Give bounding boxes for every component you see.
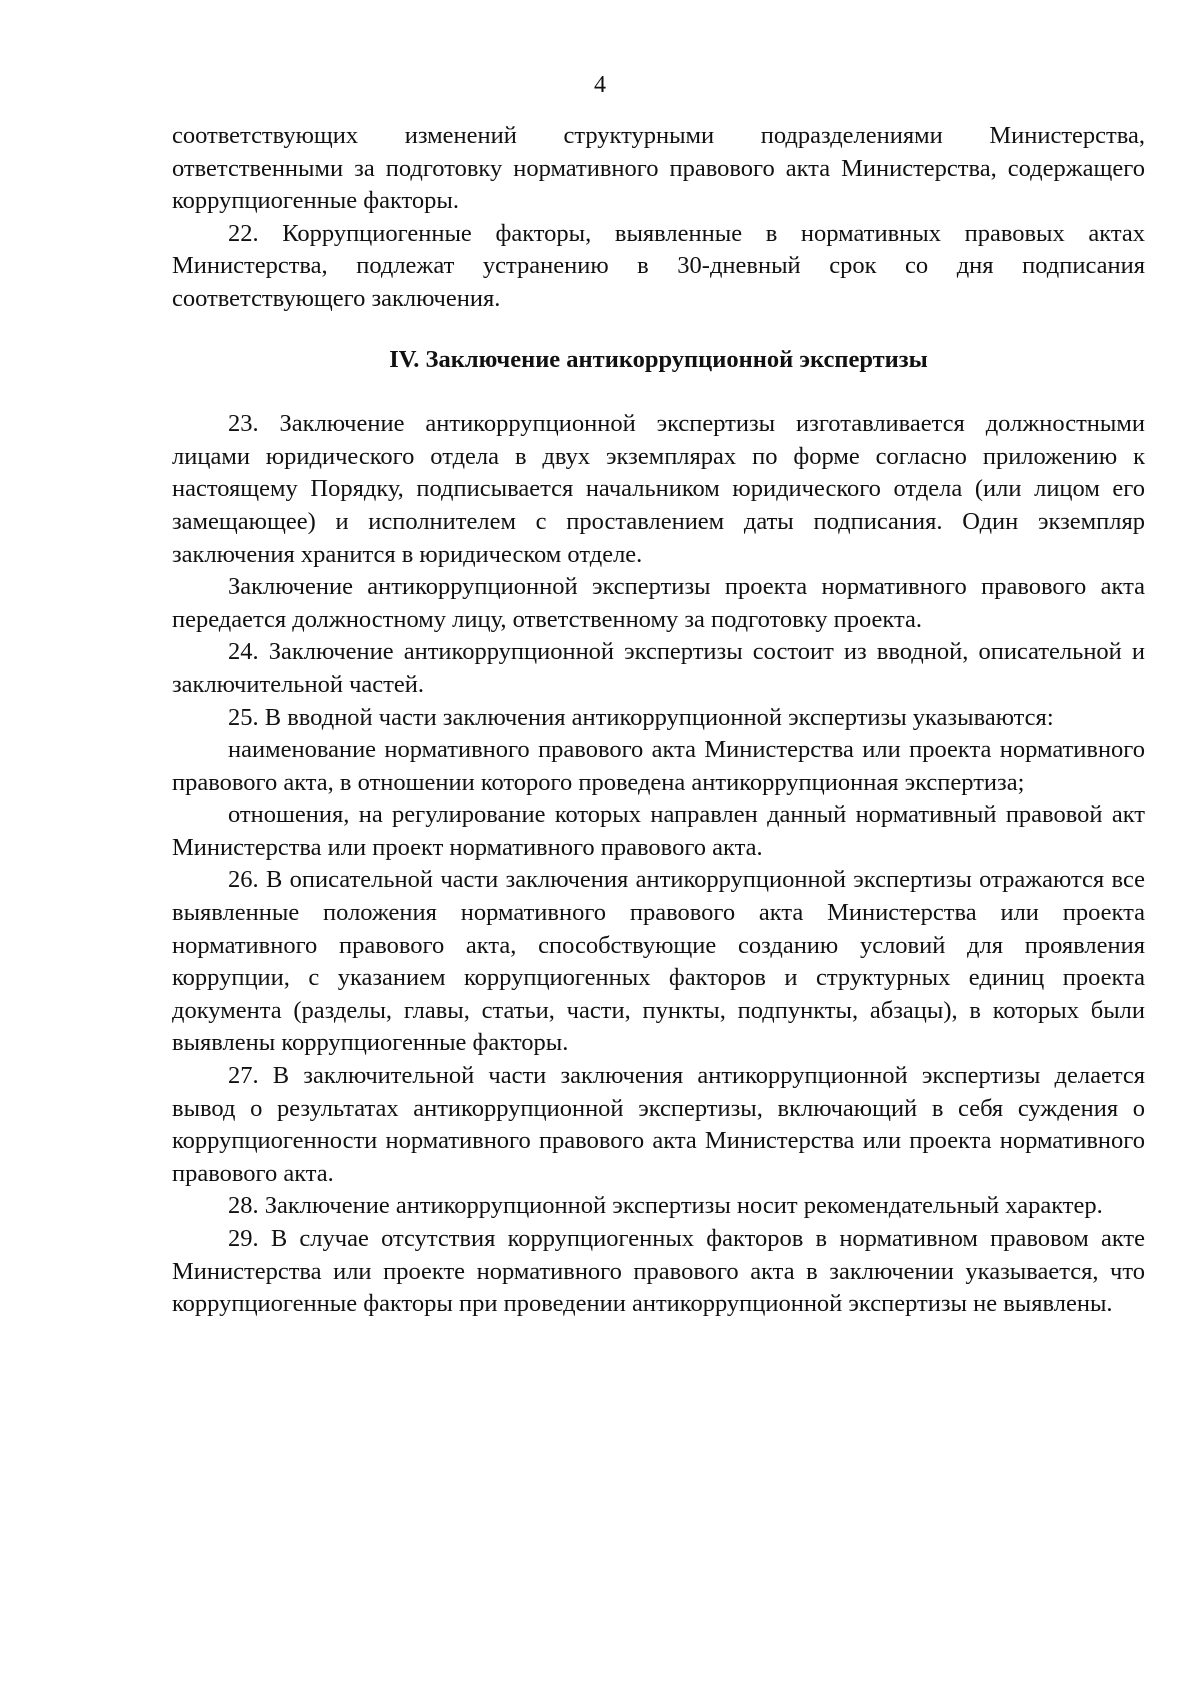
paragraph-26: 26. В описательной части заключения антикоррупционной экспертизы отражаются все выявленные положения нормативного правового акта Министерства или проекта нормативного правового акта, способствующие созданию условий для проявления коррупции, с указанием коррупциогенных факторов и структурных единиц проекта документа (разделы, главы, статьи, части, пункты, подпункты, абзацы), в которых были выявлены коррупциогенные факторы. bbox=[172, 866, 1145, 1057]
paragraph-25: 25. В вводной части заключения антикоррупционной экспертизы указываются: bbox=[228, 703, 1054, 731]
paragraph-25-item-relations: отношения, на регулирование которых направлен данный нормативный правовой акт Министерства или проект нормативного правового акта. bbox=[172, 801, 1145, 861]
paragraph-27: 27. В заключительной части заключения антикоррупционной экспертизы делается вывод о результатах антикоррупционной экспертизы, включающий в себя суждения о коррупциогенности нормативного правового акта Министерства или проекта нормативного правового акта. bbox=[172, 1062, 1145, 1187]
paragraph-29: 29. В случае отсутствия коррупциогенных факторов в нормативном правовом акте Министерства или проекте нормативного правового акта в заключении указывается, что коррупциогенные факторы при проведении антикоррупционной экспертизы не выявлены. bbox=[172, 1225, 1145, 1318]
paragraph-28: 28. Заключение антикоррупционной экспертизы носит рекомендательный характер. bbox=[228, 1192, 1103, 1220]
paragraph-continuation: соответствующих изменений структурными подразделениями Министерства, ответственными за подготовку нормативного правового акта Министерства, содержащего коррупциогенные факторы. bbox=[172, 122, 1145, 215]
document-body bbox=[172, 120, 1145, 1321]
page-number: 4 bbox=[594, 72, 606, 98]
paragraph-22: 22. Коррупциогенные факторы, выявленные в нормативных правовых актах Министерства, подлежат устранению в 30-дневный срок со дня подписания соответствующего заключения. bbox=[172, 219, 1145, 312]
paragraph-23: 23. Заключение антикоррупционной экспертизы изготавливается должностными лицами юридического отдела в двух экземплярах по форме согласно приложению к настоящему Порядку, подписывается начальником юридического отдела (или лицом его замещающее) и исполнителем с проставлением даты подписания. Один экземпляр заключения хранится в юридическом отделе. bbox=[172, 410, 1145, 568]
section-heading: IV. Заключение антикоррупционной экспертизы bbox=[389, 345, 928, 373]
paragraph-25-item-name: наименование нормативного правового акта Министерства или проекта нормативного правового акта, в отношении которого проведена антикоррупционная экспертиза; bbox=[172, 736, 1145, 796]
paragraph-23-transfer: Заключение антикоррупционной экспертизы проекта нормативного правового акта передается должностному лицу, ответственному за подготовку проекта. bbox=[172, 573, 1145, 633]
paragraph-24: 24. Заключение антикоррупционной экспертизы состоит из вводной, описательной и заключительной частей. bbox=[172, 638, 1145, 698]
